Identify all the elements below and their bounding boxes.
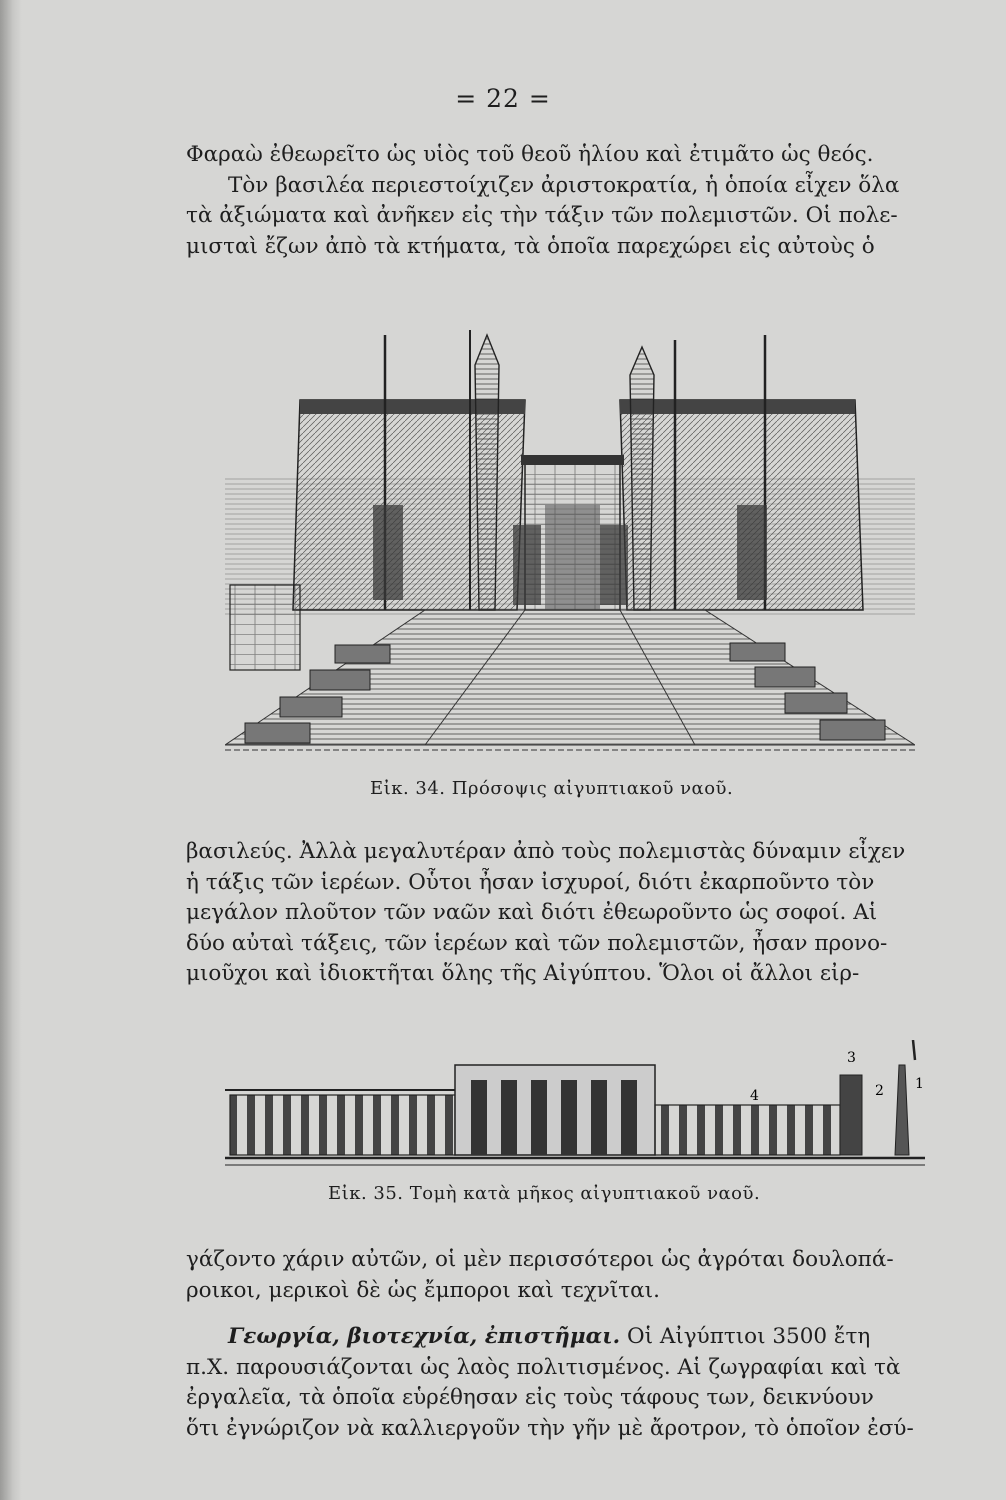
paragraph-4-first-line — [186, 1322, 961, 1353]
paragraph-1 — [186, 140, 961, 262]
obelisk-section — [895, 1065, 909, 1155]
paragraph-2-line: δύο αὐταὶ τάξεις, τῶν ἱερέων καὶ τῶν πολεμιστῶν, ἦσαν προνο- — [186, 930, 888, 956]
section-heading: Γεωργία, βιοτεχνία, ἐπιστῆμαι. — [228, 1324, 621, 1349]
temple-section-illustration — [225, 1040, 925, 1175]
statue — [600, 525, 628, 605]
paragraph-2 — [186, 837, 961, 990]
paragraph-3-line: γάζοντο χάριν αὐτῶν, οἱ μὲν περισσότεροι ὡς ἀγρόται δουλοπά- — [186, 1247, 894, 1272]
figure-35-caption: Εἰκ. 35. Τομὴ κατὰ μῆκος αἰγυπτιακοῦ ναοῦ. — [328, 1183, 761, 1204]
hypostyle-hall-left — [230, 1095, 455, 1155]
paragraph-4-line: ἐργαλεῖα, τὰ ὁποῖα εὑρέθησαν εἰς τοὺς τάφους των, δεικνύουν — [186, 1385, 874, 1410]
figure-34-caption: Εἰκ. 34. Πρόσοψις αἰγυπτιακοῦ ναοῦ. — [370, 778, 734, 799]
paragraph-3 — [186, 1245, 961, 1306]
paragraph-1-line: Τὸν βασιλέα περιεστοίχιζεν ἀριστοκρατία, ἡ ὁποία εἶχεν ὅλα — [228, 172, 900, 198]
paragraph-2-line: ἡ τάξις τῶν ἱερέων. Οὗτοι ἦσαν ἰσχυροί, διότι ἐκαρποῦντο τὸν — [186, 869, 875, 895]
paragraph-2-line: μιοῦχοι καὶ ἰδιοκτῆται ὅλης τῆς Αἰγύπτου. Ὅλοι οἱ ἄλλοι εἰρ- — [186, 961, 860, 986]
section-label: 2 — [875, 1083, 884, 1099]
right-obelisk — [630, 347, 654, 610]
paragraph-1-line: Φαραὼ ἐθεωρεῖτο ὡς υἱὸς τοῦ θεοῦ ἡλίου καὶ ἐτιμᾶτο ὡς θεός. — [186, 142, 874, 167]
section-label: 3 — [847, 1050, 856, 1066]
statue — [373, 505, 403, 600]
court — [655, 1105, 840, 1155]
section-label: 1 — [915, 1076, 924, 1092]
section-label: 4 — [750, 1088, 759, 1104]
paragraph-2-line: μεγάλον πλοῦτον τῶν ναῶν καὶ διότι ἐθεωροῦντο ὡς σοφοί. Αἱ — [186, 900, 878, 925]
paragraph-4 — [186, 1322, 961, 1444]
left-obelisk — [475, 335, 499, 610]
paragraph-1-line: μισταὶ ἔζων ἀπὸ τὰ κτήματα, τὰ ὁποῖα παρεχώρει εἰς αὐτοὺς ὁ — [186, 233, 875, 259]
statue — [737, 505, 767, 600]
pylon-section — [840, 1075, 862, 1155]
page-binding-edge — [0, 0, 22, 1500]
page-number: = 22 = — [455, 84, 551, 113]
figure-35-temple-section — [225, 1040, 925, 1175]
paragraph-4-first-line-text: Οἱ Αἰγύπτιοι 3500 ἔτη — [626, 1324, 871, 1349]
statue — [513, 525, 541, 605]
paragraph-4-line: π.Χ. παρουσιάζονται ὡς λαὸς πολιτισμένος. Αἱ ζωγραφίαι καὶ τὰ — [186, 1354, 901, 1380]
paragraph-1-line: τὰ ἀξιώματα καὶ ἀνῆκεν εἰς τὴν τάξιν τῶν πολεμιστῶν. Οἱ πολε- — [186, 203, 898, 228]
figure-34-temple-facade — [225, 325, 915, 770]
temple-facade-illustration — [225, 325, 915, 770]
paragraph-2-line: βασιλεύς. Ἀλλὰ μεγαλυτέραν ἀπὸ τοὺς πολεμιστὰς δύναμιν εἶχεν — [186, 839, 906, 864]
paragraph-3-line: ροικοι, μερικοὶ δὲ ὡς ἔμποροι καὶ τεχνῖται. — [186, 1277, 660, 1303]
paragraph-4-line: ὅτι ἐγνώριζον νὰ καλλιεργοῦν τὴν γῆν μὲ ἄροτρον, τὸ ὁποῖον ἐσύ- — [186, 1415, 914, 1441]
